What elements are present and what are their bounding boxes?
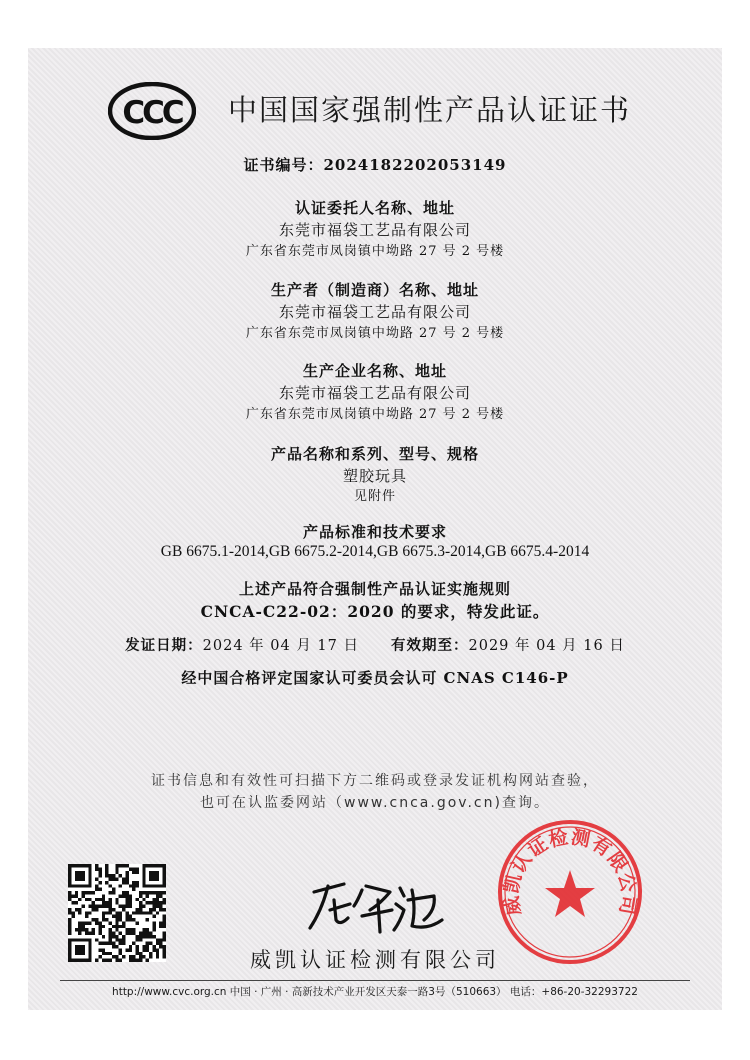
certificate-number-label: 证书编号： <box>243 156 324 174</box>
certificate-number-value: 2024182202053149 <box>323 156 507 174</box>
validity-dates <box>0 634 750 655</box>
conformity-line2: CNCA-C22-02：2020 的要求，特发此证。 <box>200 602 550 621</box>
factory-address: 广东省东莞市凤岗镇中坳路 27 号 2 号楼 <box>245 407 505 422</box>
certificate-title: 中国国家强制性产品认证证书 <box>228 93 632 127</box>
issue-date-value: 2024 年 04 月 17 日 <box>202 638 359 654</box>
applicant-name: 东莞市福袋工艺品有限公司 <box>278 221 471 239</box>
expiry-date-label: 有效期至： <box>391 637 469 654</box>
factory-heading: 生产企业名称、地址 <box>302 362 447 380</box>
conformity-line1: 上述产品符合强制性产品认证实施规则 <box>238 580 511 598</box>
accreditation-statement: 经中国合格评定国家认可委员会认可 CNAS C146-P <box>181 669 569 687</box>
signature <box>300 870 450 940</box>
factory-name: 东莞市福袋工艺品有限公司 <box>278 384 471 402</box>
product-model: 见附件 <box>353 489 396 504</box>
manufacturer-address: 广东省东莞市凤岗镇中坳路 27 号 2 号楼 <box>245 326 505 341</box>
standards-heading: 产品标准和技术要求 <box>302 523 447 541</box>
certificate-number <box>0 154 750 175</box>
verify-note-line2: 也可在认监委网站（www.cnca.gov.cn)查询。 <box>200 795 550 811</box>
logo-text: CCC <box>122 95 182 131</box>
issuer-name: 威凯认证检测有限公司 <box>250 948 500 972</box>
seal-text: 威凯认证检测有限公司 <box>500 826 640 918</box>
product-heading: 产品名称和系列、型号、规格 <box>270 445 479 463</box>
applicant-address: 广东省东莞市凤岗镇中坳路 27 号 2 号楼 <box>245 244 505 259</box>
expiry-date-value: 2029 年 04 月 16 日 <box>468 638 625 654</box>
ccc-logo <box>108 82 196 140</box>
applicant-heading: 认证委托人名称、地址 <box>294 199 455 217</box>
product-name: 塑胶玩具 <box>342 467 407 485</box>
manufacturer-heading: 生产者（制造商）名称、地址 <box>270 281 479 299</box>
manufacturer-name: 东莞市福袋工艺品有限公司 <box>278 303 471 321</box>
issue-date-label: 发证日期： <box>125 637 203 654</box>
verify-note-line1: 证书信息和有效性可扫描下方二维码或登录发证机构网站查验， <box>151 773 599 789</box>
standards-value: GB 6675.1-2014,GB 6675.2-2014,GB 6675.3-2014,GB 6675.4-2014 <box>160 543 590 560</box>
footer-contact: http://www.cvc.org.cn 中国 · 广州 · 高新技术产业开发区天泰一路3号（510663） 电话：+86-20-32293722 <box>112 986 638 998</box>
footer-divider <box>60 980 690 981</box>
